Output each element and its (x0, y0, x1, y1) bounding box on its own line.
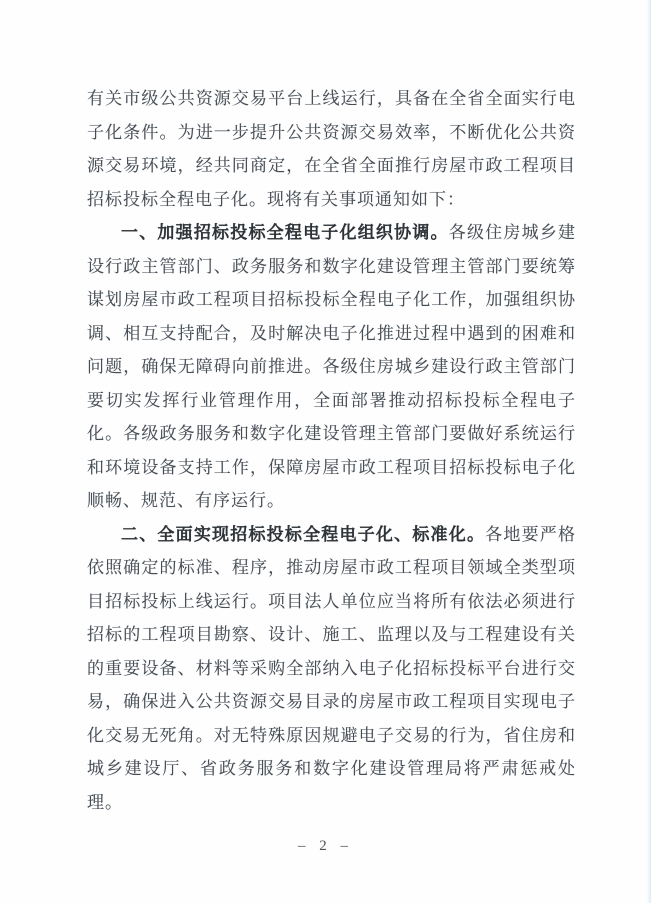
paragraph-text: 各地要严格依照确定的标准、程序，推动房屋市政工程项目领域全类型项目招标投标上线运行。项目法人单位应当将所有依法必须进行招标的工程项目勘察、设计、施工、监理以及与工程建设有关的重要设备、材料等采购全部纳入电子化招标投标平台进行交易，确保进入公共资源交易目录的房屋市政工程项目实现电子化交易无死角。对无特殊原因规避电子交易的行为，省住房和城乡建设厅、省政务服务和数字化建设管理局将严肃惩戒处理。 (87, 524, 577, 812)
paragraph-lead-bold: 一、加强招标投标全程电子化组织协调。 (121, 223, 449, 242)
paragraph-lead-bold: 二、全面实现招标投标全程电子化、标准化。 (121, 524, 486, 544)
paragraph-text: 有关市级公共资源交易平台上线运行，具备在全省全面实行电子化条件。为进一步提升公共资源交易效率，不断优化公共资源交易环境，经共同商定，在全省全面推行房屋市政工程项目招标投标全程电子化。现将有关事项通知如下： (87, 89, 576, 209)
document-body (87, 82, 576, 819)
scan-edge-artifact (647, 0, 651, 903)
body-paragraph (87, 82, 576, 216)
paragraph-text: 各级住房城乡建设行政主管部门、政务服务和数字化建设管理主管部门要统筹谋划房屋市政工程项目招标投标全程电子化工作，加强组织协调、相互支持配合，及时解决电子化推进过程中遇到的困难和问题，确保无障碍向前推进。各级住房城乡建设行政主管部门要切实发挥行业管理作用，全面部署推动招标投标全程电子化。各级政务服务和数字化建设管理主管部门要做好系统运行和环境设备支持工作，保障房屋市政工程项目招标投标电子化顺畅、规范、有序运行。 (87, 223, 576, 510)
body-paragraph (87, 216, 576, 518)
page-number: – 2 – (298, 838, 353, 854)
body-paragraph (87, 518, 576, 820)
